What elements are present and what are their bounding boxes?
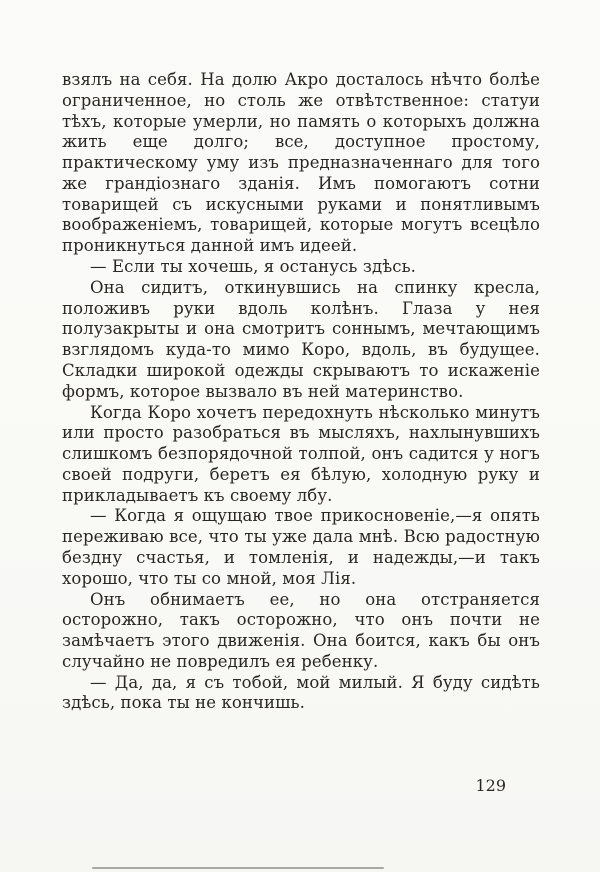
scan-artifact-line	[92, 867, 384, 869]
paragraph: Онъ обнимаетъ ее, но она отстраняется осторожно, такъ осторожно, что онъ почти не замѣчаетъ этого движенія. Она боится, какъ бы онъ случайно не повредилъ ея ребенку.	[62, 589, 540, 671]
page-number: 129	[475, 776, 506, 795]
text-block	[62, 70, 540, 714]
paragraph-dialogue: — Когда я ощущаю твое прикосновеніе,—я опять переживаю все, что ты уже дала мнѣ. Всю радостную бездну счастья, и томленія, и надежды,—и такъ хорошо, что ты со мной, моя Лія.	[62, 506, 540, 588]
paragraph-dialogue: — Да, да, я съ тобой, мой милый. Я буду сидѣть здѣсь, пока ты не кончишь.	[62, 672, 540, 713]
paragraph: Когда Коро хочетъ передохнуть нѣсколько минутъ или просто разобраться въ мысляхъ, нахлынувшихъ слишкомъ безпорядочной толпой, онъ садится у ногъ своей подруги, беретъ ея бѣлую, холодную руку и прикладываетъ къ своему лбу.	[62, 402, 540, 505]
paragraph: Она сидитъ, откинувшись на спинку кресла, положивъ руки вдоль колѣнъ. Глаза у нея полузакрыты и она смотритъ соннымъ, мечтающимъ взглядомъ куда-то мимо Коро, вдоль, въ будущее. Складки широкой одежды скрываютъ то искаженіе формъ, которое вызвало въ ней материнство.	[62, 277, 540, 401]
paragraph-dialogue: — Если ты хочешь, я останусь здѣсь.	[90, 257, 417, 277]
paragraph: взялъ на себя. На долю Акро досталось нѣчто болѣе ограниченное, но столь же отвѣтственное: статуи тѣхъ, которые умерли, но память о которыхъ должна жить еще долго; все, доступное простому, практическому уму изъ предназначеннаго для того же грандіознаго зданія. Имъ помогаютъ сотни товарищей съ искусными руками и понятливымъ воображеніемъ, товарищей, которые могутъ всецѣло проникнуться данной имъ идеей.	[62, 70, 540, 256]
